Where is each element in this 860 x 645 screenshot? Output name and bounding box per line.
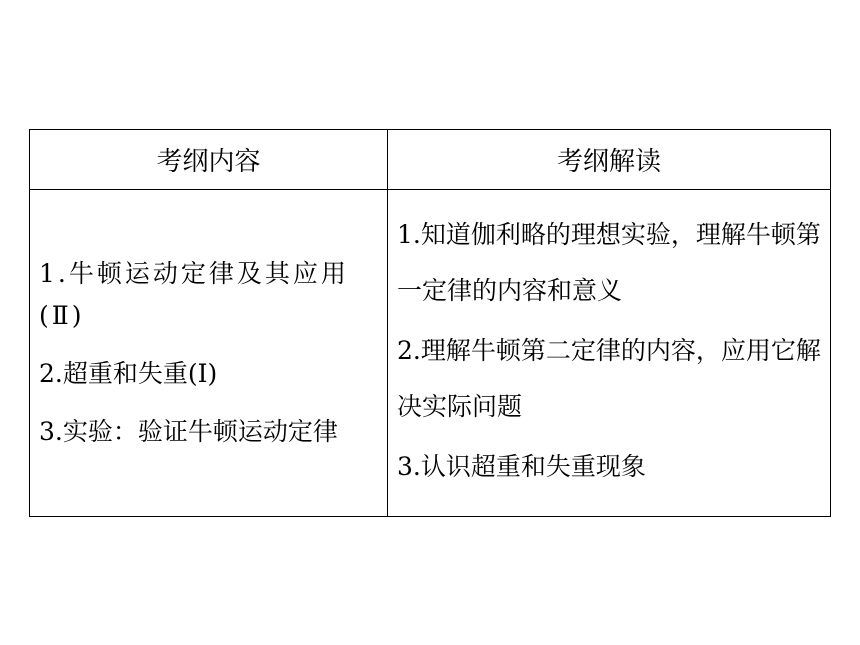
content-item-2: 2.超重和失重(Ⅰ) [39,359,218,388]
syllabus-table [29,129,831,517]
syllabus-content-cell [39,190,381,516]
interpretation-item-2: 2.理解牛顿第二定律的内容，应用它解决实际问题 [397,336,821,421]
content-item-3: 3.实验：验证牛顿运动定律 [39,417,338,446]
interpretation-item-3: 3.认识超重和失重现象 [397,452,646,481]
header-syllabus-interpretation: 考纲解读 [556,147,661,177]
syllabus-interpretation-cell [397,190,825,516]
content-item-1: 1.牛顿运动定律及其应用(Ⅱ) [39,259,349,330]
header-syllabus-content: 考纲内容 [156,147,261,177]
interpretation-item-1: 1.知道伽利略的理想实验，理解牛顿第一定律的内容和意义 [397,220,821,305]
